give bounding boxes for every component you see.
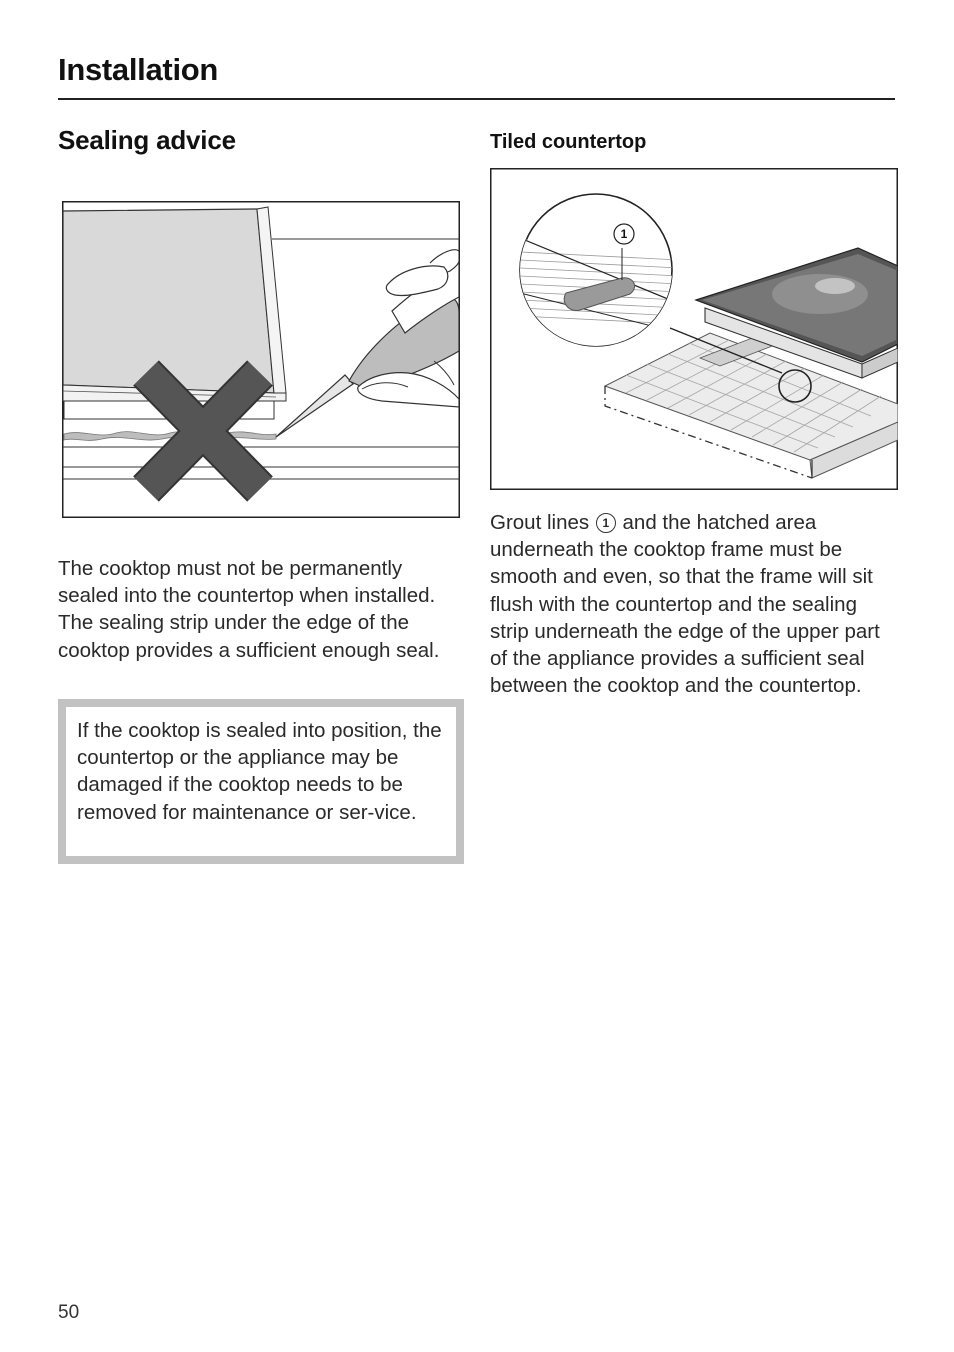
page-title: Installation	[58, 52, 219, 87]
grout-text-start: Grout lines	[490, 511, 595, 534]
callout-number: 1	[620, 227, 628, 241]
header-rule	[58, 98, 895, 100]
callout-ref: 1	[596, 513, 616, 533]
tiled-countertop-illustration	[490, 168, 898, 491]
warning-box	[58, 699, 464, 864]
page-number: 50	[58, 1302, 80, 1323]
sealing-not-allowed-illustration	[62, 201, 460, 518]
section-title: Sealing advice	[58, 125, 236, 155]
warning-text: If the cooktop is sealed into position, the countertop or the appliance may be damaged if the cooktop needs to be removed for maintenance or ser-vice.	[77, 719, 442, 824]
grout-paragraph	[490, 509, 900, 699]
grout-text-rest: and the hatched area underneath the cooktop frame must be smooth and even, so that the frame will sit flush with the countertop and the sealing strip underneath the edge of the upper part of the appliance provides a sufficient seal between the cooktop and the countertop.	[490, 511, 880, 698]
subsection-title: Tiled countertop	[490, 131, 647, 153]
warning-inner	[66, 707, 456, 856]
body-paragraph: The cooktop must not be permanently sealed into the countertop when installed. The sealing strip under the edge of the cooktop provides a sufficient enough seal.	[58, 557, 440, 662]
